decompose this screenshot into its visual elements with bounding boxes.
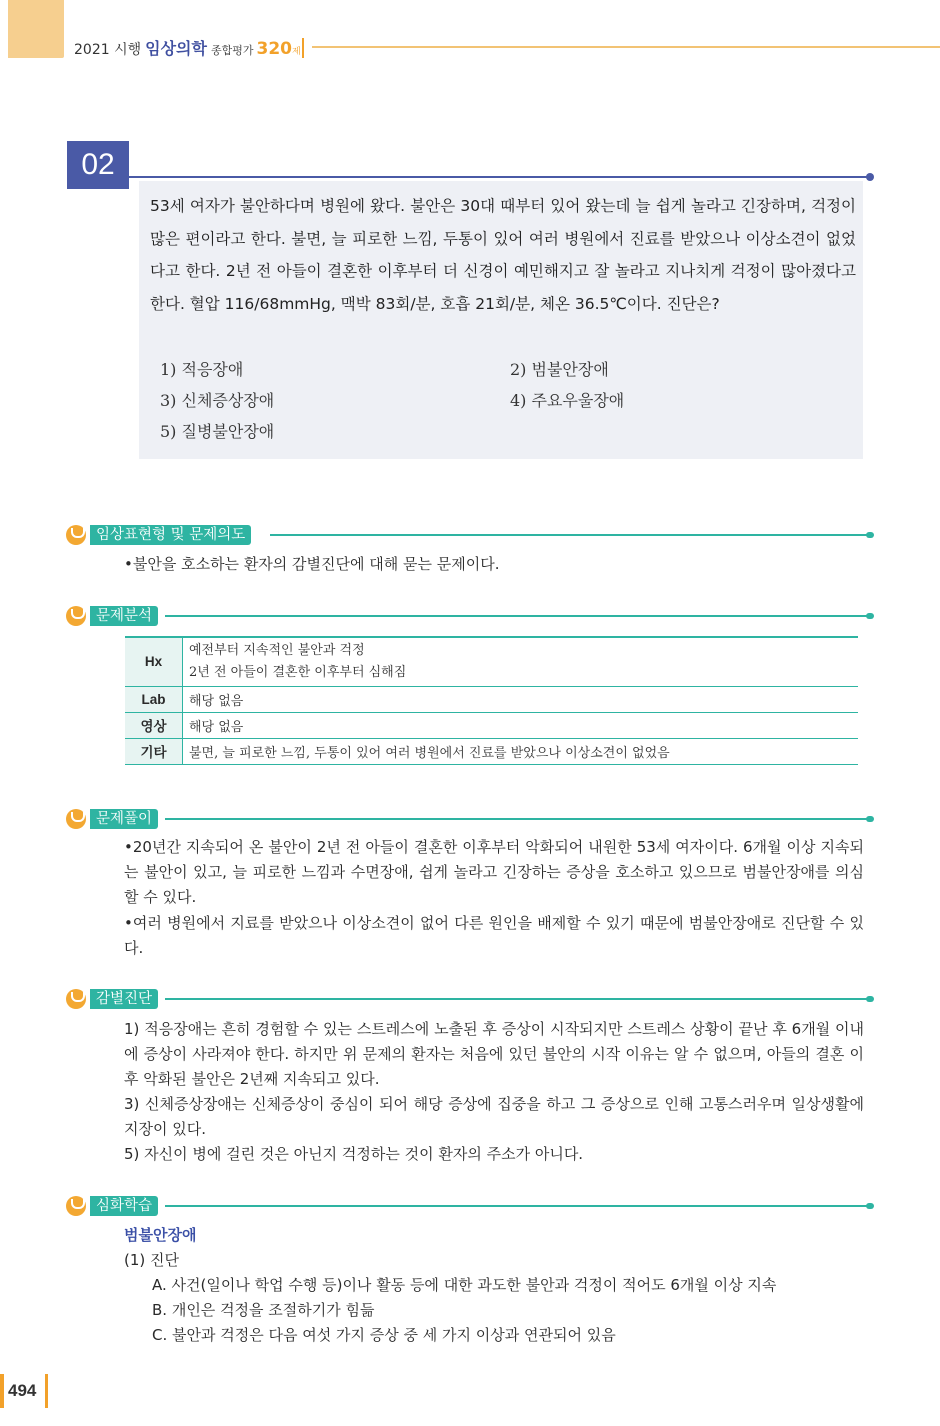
differential-item-5: 5) 자신이 병에 걸린 것은 아닌지 걱정하는 것이 환자의 주소가 아니다. <box>124 1145 584 1163</box>
section-rule <box>270 534 868 536</box>
advanced-subheading: (1) 진단 <box>124 1251 179 1269</box>
analysis-table <box>125 636 858 765</box>
section-rule <box>165 998 868 1000</box>
page-number: 494 <box>8 1381 37 1400</box>
table-row <box>125 712 858 738</box>
section-rule-end <box>866 1203 874 1209</box>
table-head-hx: Hx <box>125 637 183 686</box>
option-3[interactable]: 3) 신체증상장애 <box>160 391 275 410</box>
section-label-solution: 문제풀이 <box>90 809 158 829</box>
section-rule-end <box>866 816 874 822</box>
footer-bar <box>0 1374 4 1408</box>
table-cell <box>183 637 859 686</box>
table-cell-line: 예전부터 지속적인 불안과 걱정 <box>189 642 365 658</box>
section-rule <box>165 818 868 820</box>
table-row <box>125 637 858 686</box>
section-icon <box>66 606 86 626</box>
section-rule-end <box>866 996 874 1002</box>
header-divider <box>302 38 304 58</box>
header-tab <box>8 0 64 58</box>
section-label-intent: 임상표현형 및 문제의도 <box>90 525 251 545</box>
section-rule <box>165 1205 868 1207</box>
solution-bullet-1: •20년간 지속되어 온 불안이 2년 전 아들이 결혼한 이후부터 악화되어 내원한 53세 여자이다. 6개월 이상 지속되는 불안이 있고, 늘 피로한 느낌과 수면장애, 쉽게 놀라고 긴장하는 증상을 호소하고 있으므로 범불안장애를 의심할 수 있다. <box>124 838 864 906</box>
header-year: 2021 시행 <box>74 42 142 58</box>
option-2[interactable]: 2) 범불안장애 <box>510 360 609 379</box>
solution-bullet-2: •여러 병원에서 지료를 받았으나 이상소견이 없어 다른 원인을 배제할 수 있기 때문에 범불안장애로 진단할 수 있다. <box>124 914 864 957</box>
table-head-other: 기타 <box>125 738 183 764</box>
differential-item-3: 3) 신체증상장애는 신체증상이 중심이 되어 해당 증상에 집중을 하고 그 증상으로 인해 고통스러우며 일상생활에 지장이 있다. <box>124 1095 864 1138</box>
differential-item-1: 1) 적응장애는 흔히 경험할 수 있는 스트레스에 노출된 후 증상이 시작되지만 스트레스 상황이 끝난 후 6개월 이내에 증상이 사라져야 한다. 하지만 위 문제의 환자는 처음에 있던 불안의 시작 이유는 알 수 없으며, 아들의 결혼 이후 악화된 불안은 2년째 지속되고 있다. <box>124 1020 864 1088</box>
question-rule <box>129 176 871 178</box>
table-cell: 해당 없음 <box>183 686 859 712</box>
advanced-item-a: A. 사건(일이나 학업 수행 등)이나 활동 등에 대한 과도한 불안과 걱정이 적어도 6개월 이상 지속 <box>152 1276 777 1294</box>
option-4[interactable]: 4) 주요우울장애 <box>510 391 625 410</box>
section-rule <box>165 615 868 617</box>
section-label-advanced: 심화학습 <box>90 1196 158 1216</box>
advanced-item-b: B. 개인은 걱정을 조절하기가 힘듦 <box>152 1301 375 1319</box>
question-number: 02 <box>67 141 129 189</box>
option-1[interactable]: 1) 적응장애 <box>160 360 244 379</box>
table-head-lab: Lab <box>125 686 183 712</box>
section-icon <box>66 1196 86 1216</box>
table-row <box>125 686 858 712</box>
question-rule-end <box>866 173 874 181</box>
option-5[interactable]: 5) 질병불안장애 <box>160 422 275 441</box>
header-count-suffix: 제 <box>291 47 301 57</box>
question-stem: 53세 여자가 불안하다며 병원에 왔다. 불안은 30대 때부터 있어 왔는데 늘 쉽게 놀라고 긴장하며, 걱정이 많은 편이라고 한다. 불면, 늘 피로한 느낌, 두통이 있어 여러 병원에서 진료를 받았으나 이상소견이 없었다고 한다. 2년 전 아들이 결혼한 이후부터 더 신경이 예민해지고 잘 놀라고 지나치게 걱정이 많아졌다고 한다. 혈압 116/68mmHg, 맥박 83회/분, 호흡 21회/분, 체온 36.5℃이다. 진단은? <box>150 197 856 313</box>
table-cell: 해당 없음 <box>183 712 859 738</box>
section-icon <box>66 989 86 1009</box>
header-series: 종합평가 <box>210 44 254 57</box>
table-cell-line: 2년 전 아들이 결혼한 이후부터 심해짐 <box>189 664 407 680</box>
section-icon <box>66 809 86 829</box>
table-head-imaging: 영상 <box>125 712 183 738</box>
table-cell: 불면, 늘 피로한 느낌, 두통이 있어 여러 병원에서 진료를 받았으나 이상소견이 없었음 <box>183 738 859 764</box>
intent-bullet: •불안을 호소하는 환자의 감별진단에 대해 묻는 문제이다. <box>124 555 500 573</box>
section-label-analysis: 문제분석 <box>90 606 158 626</box>
section-rule-end <box>866 532 874 538</box>
header-subject: 임상의학 <box>145 39 207 58</box>
footer-bar <box>45 1374 48 1408</box>
section-rule-end <box>866 613 874 619</box>
header-rule <box>312 46 940 48</box>
header-count: 320 <box>256 39 292 59</box>
section-icon <box>66 525 86 545</box>
advanced-title: 범불안장애 <box>124 1226 197 1244</box>
advanced-item-c: C. 불안과 걱정은 다음 여섯 가지 증상 중 세 가지 이상과 연관되어 있음 <box>152 1326 616 1344</box>
running-header <box>74 36 301 59</box>
section-label-differential: 감별진단 <box>90 989 158 1009</box>
table-row <box>125 738 858 764</box>
